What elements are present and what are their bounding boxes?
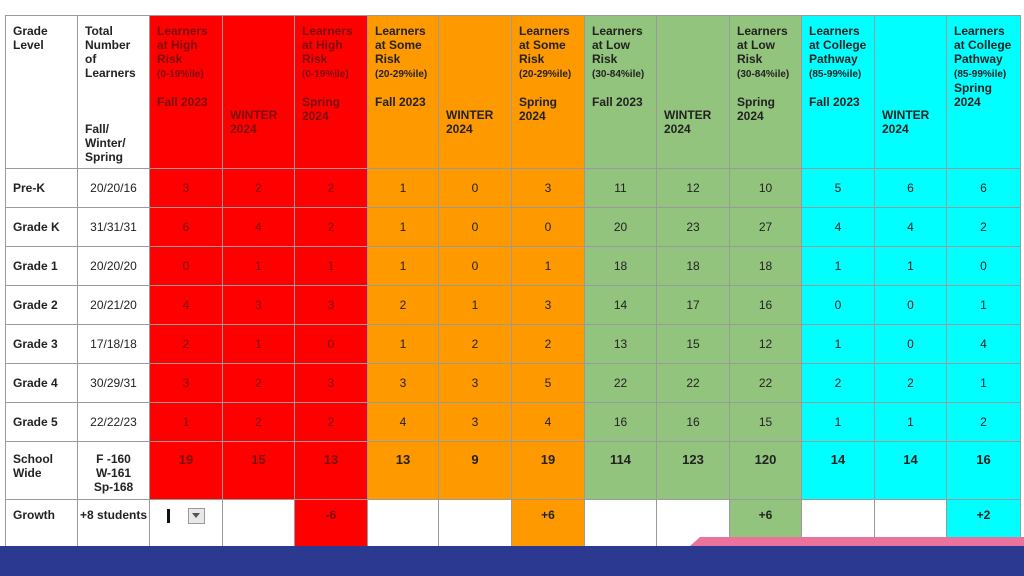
value-cell: 1: [150, 403, 223, 442]
table-row: [6, 169, 1021, 208]
value-cell: 2: [295, 169, 368, 208]
value-cell: 2: [947, 208, 1021, 247]
value-cell: 2: [223, 364, 295, 403]
value-cell: 0: [875, 286, 947, 325]
growth-value: [585, 500, 657, 548]
value-cell: 4: [875, 208, 947, 247]
value-cell: 1: [947, 286, 1021, 325]
total-count: 20/20/20: [78, 247, 150, 286]
value-cell: 1: [947, 364, 1021, 403]
grade-label: Grade K: [6, 208, 78, 247]
header-low-risk-fall: Learners at Low Risk (30-84%ile) Fall 2023: [585, 16, 657, 169]
school-wide-value: 14: [802, 442, 875, 500]
total-count: 30/29/31: [78, 364, 150, 403]
value-cell: 23: [657, 208, 730, 247]
value-cell: 0: [802, 286, 875, 325]
value-cell: 10: [730, 169, 802, 208]
header-low-risk-spring: Learners at Low Risk (30-84%ile) Spring 2024: [730, 16, 802, 169]
value-cell: 2: [295, 208, 368, 247]
growth-value: +2: [947, 500, 1021, 548]
value-cell: 1: [875, 247, 947, 286]
value-cell: 18: [585, 247, 657, 286]
text-cursor: [167, 509, 170, 523]
value-cell: 6: [947, 169, 1021, 208]
value-cell: 2: [512, 325, 585, 364]
value-cell: 6: [150, 208, 223, 247]
value-cell: 2: [223, 403, 295, 442]
value-cell: 18: [657, 247, 730, 286]
value-cell: 3: [512, 169, 585, 208]
value-cell: 3: [512, 286, 585, 325]
grade-label: Grade 3: [6, 325, 78, 364]
total-count: 22/22/23: [78, 403, 150, 442]
value-cell: 0: [439, 247, 512, 286]
value-cell: 0: [947, 247, 1021, 286]
header-college-pathway-spring: Learners at College Pathway (85-99%ile) Spring 2024: [947, 16, 1021, 169]
value-cell: 1: [368, 247, 439, 286]
value-cell: 0: [439, 208, 512, 247]
value-cell: 3: [150, 169, 223, 208]
value-cell: 15: [730, 403, 802, 442]
school-wide-total: F -160 W-161 Sp-168: [78, 442, 150, 500]
value-cell: 1: [439, 286, 512, 325]
value-cell: 1: [802, 403, 875, 442]
value-cell: 0: [512, 208, 585, 247]
value-cell: 2: [802, 364, 875, 403]
footer-bar: [0, 546, 1024, 576]
value-cell: 12: [730, 325, 802, 364]
value-cell: 4: [802, 208, 875, 247]
school-wide-value: 123: [657, 442, 730, 500]
table-row: [6, 208, 1021, 247]
value-cell: 12: [657, 169, 730, 208]
table-row: [6, 364, 1021, 403]
value-cell: 1: [368, 208, 439, 247]
school-wide-value: 19: [512, 442, 585, 500]
total-count: 17/18/18: [78, 325, 150, 364]
value-cell: 18: [730, 247, 802, 286]
footer-accent-stripe: [690, 537, 1024, 546]
header-high-risk-fall: Learners at High Risk (0-19%ile) Fall 2023: [150, 16, 223, 169]
value-cell: 1: [368, 325, 439, 364]
header-college-pathway-fall: Learners at College Pathway (85-99%ile) Fall 2023: [802, 16, 875, 169]
header-low-risk-winter: WINTER 2024: [657, 16, 730, 169]
value-cell: 3: [295, 286, 368, 325]
school-wide-value: 16: [947, 442, 1021, 500]
value-cell: 3: [150, 364, 223, 403]
value-cell: 4: [223, 208, 295, 247]
header-some-risk-spring: Learners at Some Risk (20-29%ile) Spring 2024: [512, 16, 585, 169]
value-cell: 2: [150, 325, 223, 364]
table-row: [6, 286, 1021, 325]
table-row: [6, 247, 1021, 286]
value-cell: 1: [223, 325, 295, 364]
value-cell: 1: [368, 169, 439, 208]
value-cell: 0: [439, 169, 512, 208]
grade-label: Grade 1: [6, 247, 78, 286]
value-cell: 1: [295, 247, 368, 286]
header-row: [6, 16, 1021, 169]
value-cell: 16: [585, 403, 657, 442]
value-cell: 3: [368, 364, 439, 403]
header-college-pathway-winter: WINTER 2024: [875, 16, 947, 169]
table-row: [6, 325, 1021, 364]
value-cell: 2: [368, 286, 439, 325]
value-cell: 15: [657, 325, 730, 364]
school-wide-value: 9: [439, 442, 512, 500]
value-cell: 1: [802, 325, 875, 364]
table-row: [6, 403, 1021, 442]
value-cell: 5: [512, 364, 585, 403]
school-wide-row: [6, 442, 1021, 500]
header-some-risk-winter: WINTER 2024: [439, 16, 512, 169]
value-cell: 2: [875, 364, 947, 403]
growth-value: +6: [730, 500, 802, 548]
value-cell: 1: [223, 247, 295, 286]
value-cell: 4: [512, 403, 585, 442]
growth-value: +6: [512, 500, 585, 548]
growth-edit-cell[interactable]: [150, 500, 223, 548]
value-cell: 1: [802, 247, 875, 286]
total-count: 20/20/16: [78, 169, 150, 208]
dropdown-arrow-icon[interactable]: [188, 508, 205, 524]
value-cell: 11: [585, 169, 657, 208]
value-cell: 2: [223, 169, 295, 208]
learner-risk-table: [5, 15, 1021, 548]
value-cell: 4: [368, 403, 439, 442]
value-cell: 27: [730, 208, 802, 247]
value-cell: 0: [150, 247, 223, 286]
value-cell: 3: [439, 403, 512, 442]
growth-value: [368, 500, 439, 548]
value-cell: 3: [439, 364, 512, 403]
school-wide-value: 14: [875, 442, 947, 500]
total-count: 20/21/20: [78, 286, 150, 325]
school-wide-value: 13: [368, 442, 439, 500]
value-cell: 3: [223, 286, 295, 325]
total-count: 31/31/31: [78, 208, 150, 247]
growth-value: [223, 500, 295, 548]
header-high-risk-winter: WINTER 2024: [223, 16, 295, 169]
header-grade-level: Grade Level: [6, 16, 78, 169]
value-cell: 4: [947, 325, 1021, 364]
grade-label: Pre-K: [6, 169, 78, 208]
growth-value: [439, 500, 512, 548]
grade-label: Grade 5: [6, 403, 78, 442]
value-cell: 2: [439, 325, 512, 364]
school-wide-value: 19: [150, 442, 223, 500]
school-wide-label: School Wide: [6, 442, 78, 500]
value-cell: 6: [875, 169, 947, 208]
header-total-learners: Total Number of Learners Fall/ Winter/ Spring: [78, 16, 150, 169]
value-cell: 14: [585, 286, 657, 325]
school-wide-value: 120: [730, 442, 802, 500]
value-cell: 0: [295, 325, 368, 364]
value-cell: 20: [585, 208, 657, 247]
value-cell: 1: [512, 247, 585, 286]
value-cell: 22: [657, 364, 730, 403]
value-cell: 17: [657, 286, 730, 325]
value-cell: 1: [875, 403, 947, 442]
value-cell: 16: [657, 403, 730, 442]
value-cell: 0: [875, 325, 947, 364]
school-wide-value: 13: [295, 442, 368, 500]
growth-label: Growth: [6, 500, 78, 548]
value-cell: 5: [802, 169, 875, 208]
header-high-risk-spring: Learners at High Risk (0-19%ile) Spring 2024: [295, 16, 368, 169]
grade-label: Grade 2: [6, 286, 78, 325]
school-wide-value: 114: [585, 442, 657, 500]
grade-label: Grade 4: [6, 364, 78, 403]
value-cell: 13: [585, 325, 657, 364]
value-cell: 2: [295, 403, 368, 442]
growth-value: -6: [295, 500, 368, 548]
value-cell: 2: [947, 403, 1021, 442]
header-some-risk-fall: Learners at Some Risk (20-29%ile) Fall 2023: [368, 16, 439, 169]
school-wide-value: 15: [223, 442, 295, 500]
value-cell: 22: [730, 364, 802, 403]
value-cell: 3: [295, 364, 368, 403]
value-cell: 16: [730, 286, 802, 325]
growth-total: +8 students: [78, 500, 150, 548]
value-cell: 22: [585, 364, 657, 403]
value-cell: 4: [150, 286, 223, 325]
